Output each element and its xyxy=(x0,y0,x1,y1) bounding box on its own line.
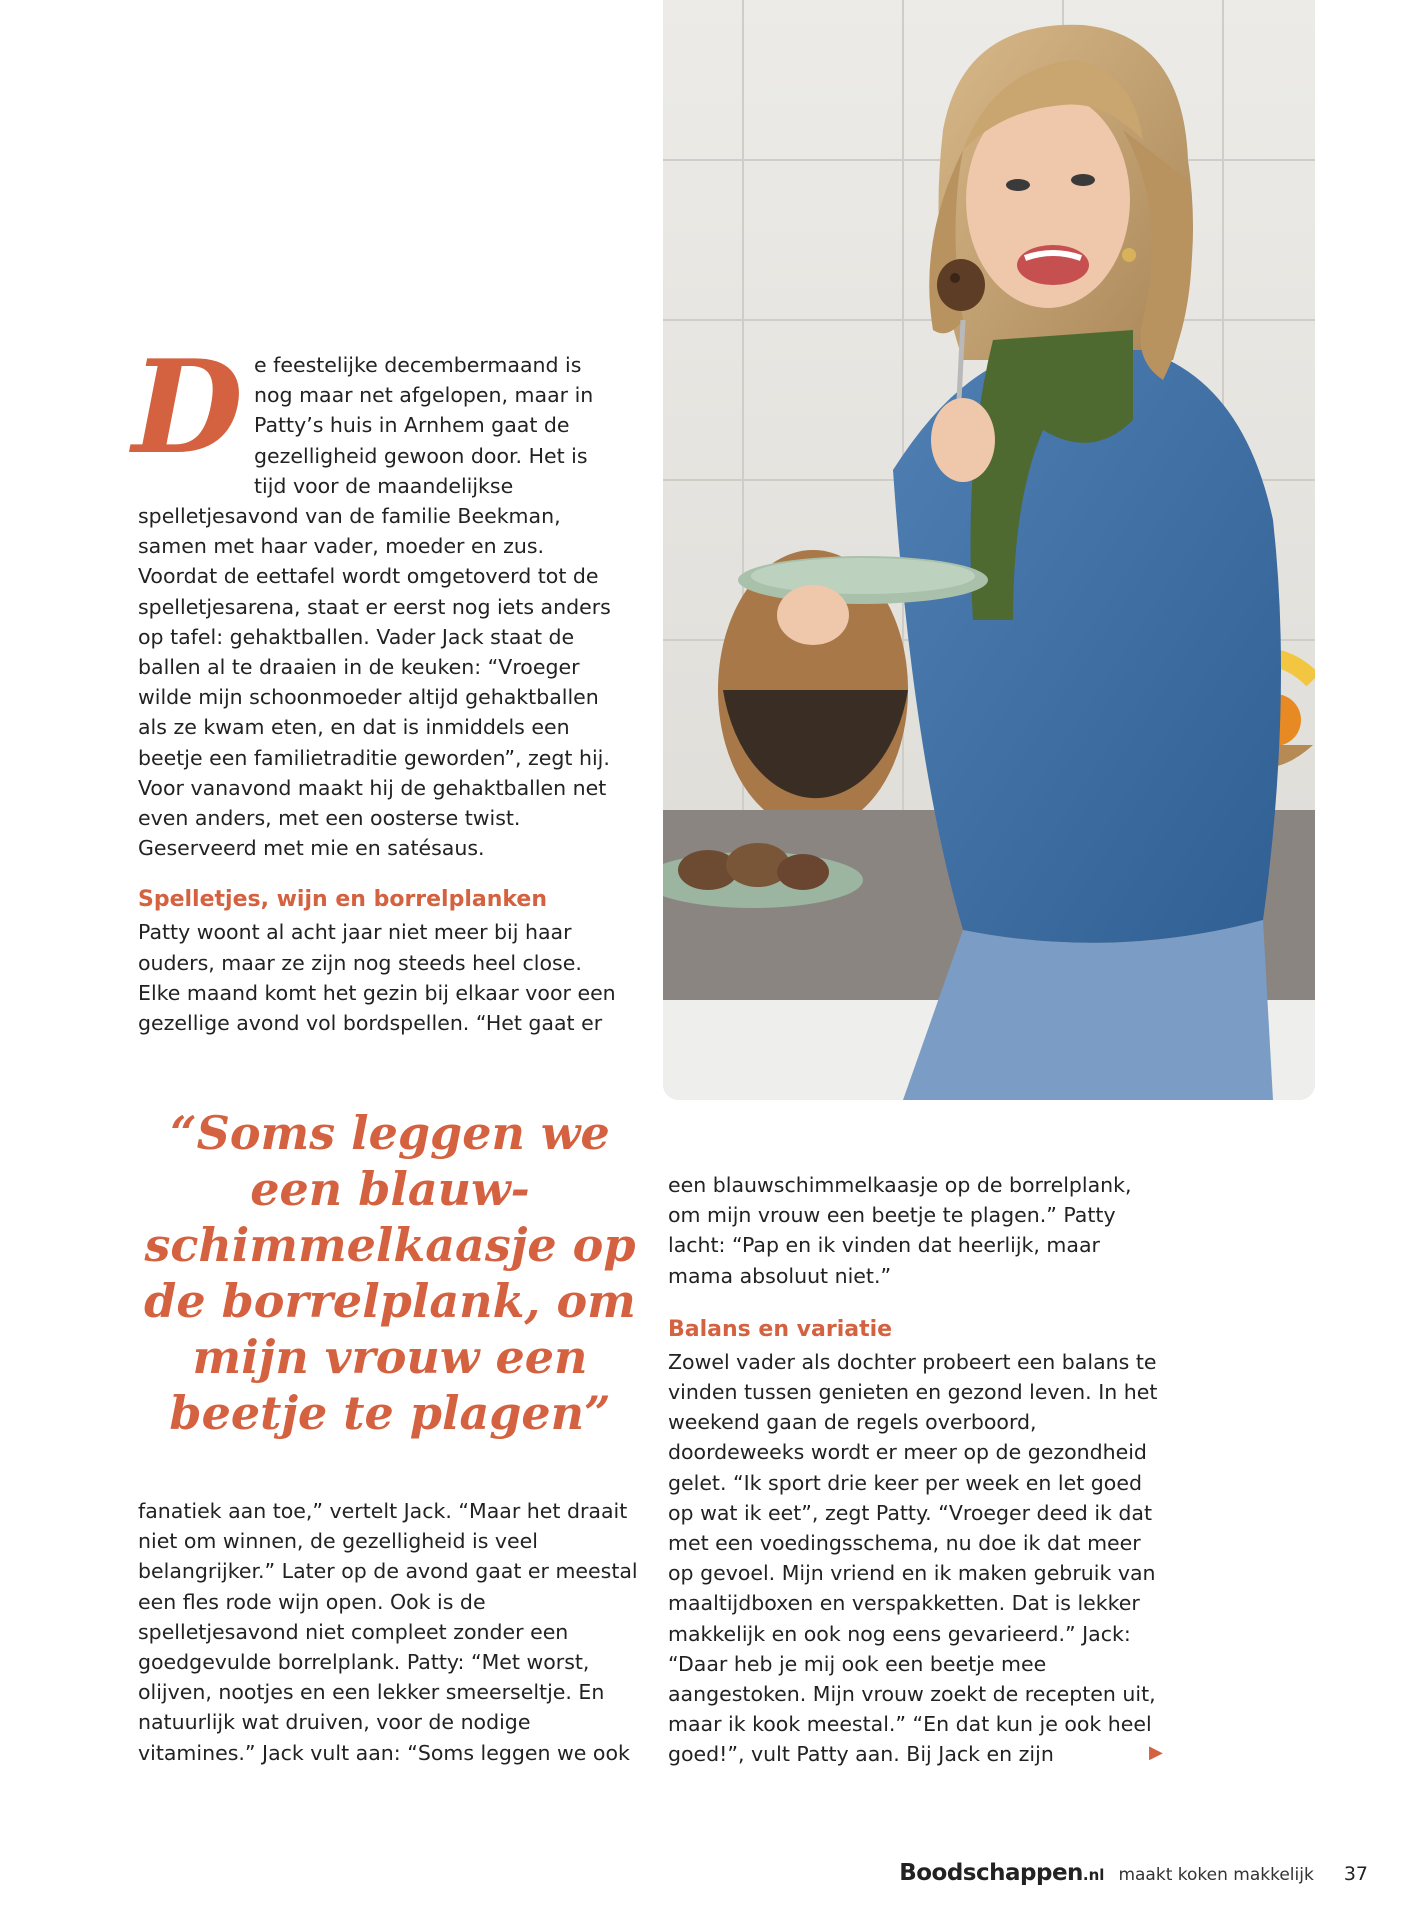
brand-tagline: maakt koken makkelijk xyxy=(1118,1865,1314,1885)
paragraph-spelletjes: Patty woont al acht jaar niet meer bij haar ouders, maar ze zijn nog steeds heel close. Elke maand komt het gezin bij elkaar voor een gezellige avond vol bordspellen. “Het gaat er xyxy=(138,920,616,1036)
drop-cap: D xyxy=(132,333,243,483)
intro-paragraph: e feestelijke decembermaand is nog maar net afgelopen, maar in Patty’s huis in Arnhem gaat de gezelligheid gewoon door. Het is tijd voor de maandelijkse spelletjesavond van de familie Beekman, samen met haar vader, moeder en zus. Voordat de eettafel wordt omgetoverd tot de spelletjesarena, staat er eerst nog iets anders op tafel: gehaktballen. Vader Jack staat de ballen al te draaien in de keuken: “Vroeger wilde mijn schoonmoeder altijd gehaktballen als ze kwam eten, en dat is inmiddels een beetje een familietraditie geworden”, zegt hij. Voor vanavond maakt hij de gehaktballen net even anders, met een oosterse twist. Geserveerd met mie en satésaus. xyxy=(138,353,611,861)
right-column-lower xyxy=(668,1170,1163,1770)
continue-arrow-icon: ▶ xyxy=(1149,1742,1163,1763)
subheading-balans: Balans en variatie xyxy=(668,1316,893,1342)
pull-quote: “Soms leggen we een blauw-schimmelkaasje op de borrelplank, om mijn vrouw een beetje te plagen” xyxy=(144,1106,636,1440)
photo-woman-eating-meatball xyxy=(663,0,1315,1100)
brand-logo xyxy=(899,1860,1104,1886)
brand-name: Boodschappen xyxy=(899,1860,1083,1886)
left-column-lower xyxy=(138,1496,638,1768)
intro-column xyxy=(132,333,618,1038)
subheading-spelletjes: Spelletjes, wijn en borrelplanken xyxy=(138,887,548,913)
brand-suffix: .nl xyxy=(1082,1866,1105,1884)
paragraph-fanatiek: fanatiek aan toe,” vertelt Jack. “Maar het draait niet om winnen, de gezelligheid is veel belangrijker.” Later op de avond gaat er meestal een fles rode wijn open. Ook is de spelletjesavond niet compleet zonder een goedgevulde borrelplank. Patty: “Met worst, olijven, nootjes en een lekker smeerseltje. En natuurlijk wat druiven, voor de nodige vitamines.” Jack vult aan: “Soms leggen we ook xyxy=(138,1499,638,1765)
page-number: 37 xyxy=(1343,1863,1368,1885)
paragraph-blauwschimmel: een blauwschimmelkaasje op de borrelplank, om mijn vrouw een beetje te plagen.” Patty lacht: “Pap en ik vinden dat heerlijk, maar mama absoluut niet.” xyxy=(668,1173,1132,1288)
paragraph-balans: Zowel vader als dochter probeert een balans te vinden tussen genieten en gezond leven. In het weekend gaan de regels overboord, doordeweeks wordt er meer op de gezondheid gelet. “Ik sport drie keer per week en let goed op wat ik eet”, zegt Patty. “Vroeger deed ik dat met een voedingsschema, nu doe ik dat meer op gevoel. Mijn vriend en ik maken gebruik van maaltijdboxen en verspakketten. Dat is lekker makkelijk en ook nog eens gevarieerd.” Jack: “Daar heb je mij ook een beetje mee aangestoken. Mijn vrouw zoekt de recepten uit, maar ik kook meestal.” “En dat kun je ook heel goed!”, vult Patty aan. Bij Jack en zijn xyxy=(668,1349,1158,1767)
page-footer xyxy=(899,1860,1368,1890)
hero-photo xyxy=(663,0,1315,1100)
